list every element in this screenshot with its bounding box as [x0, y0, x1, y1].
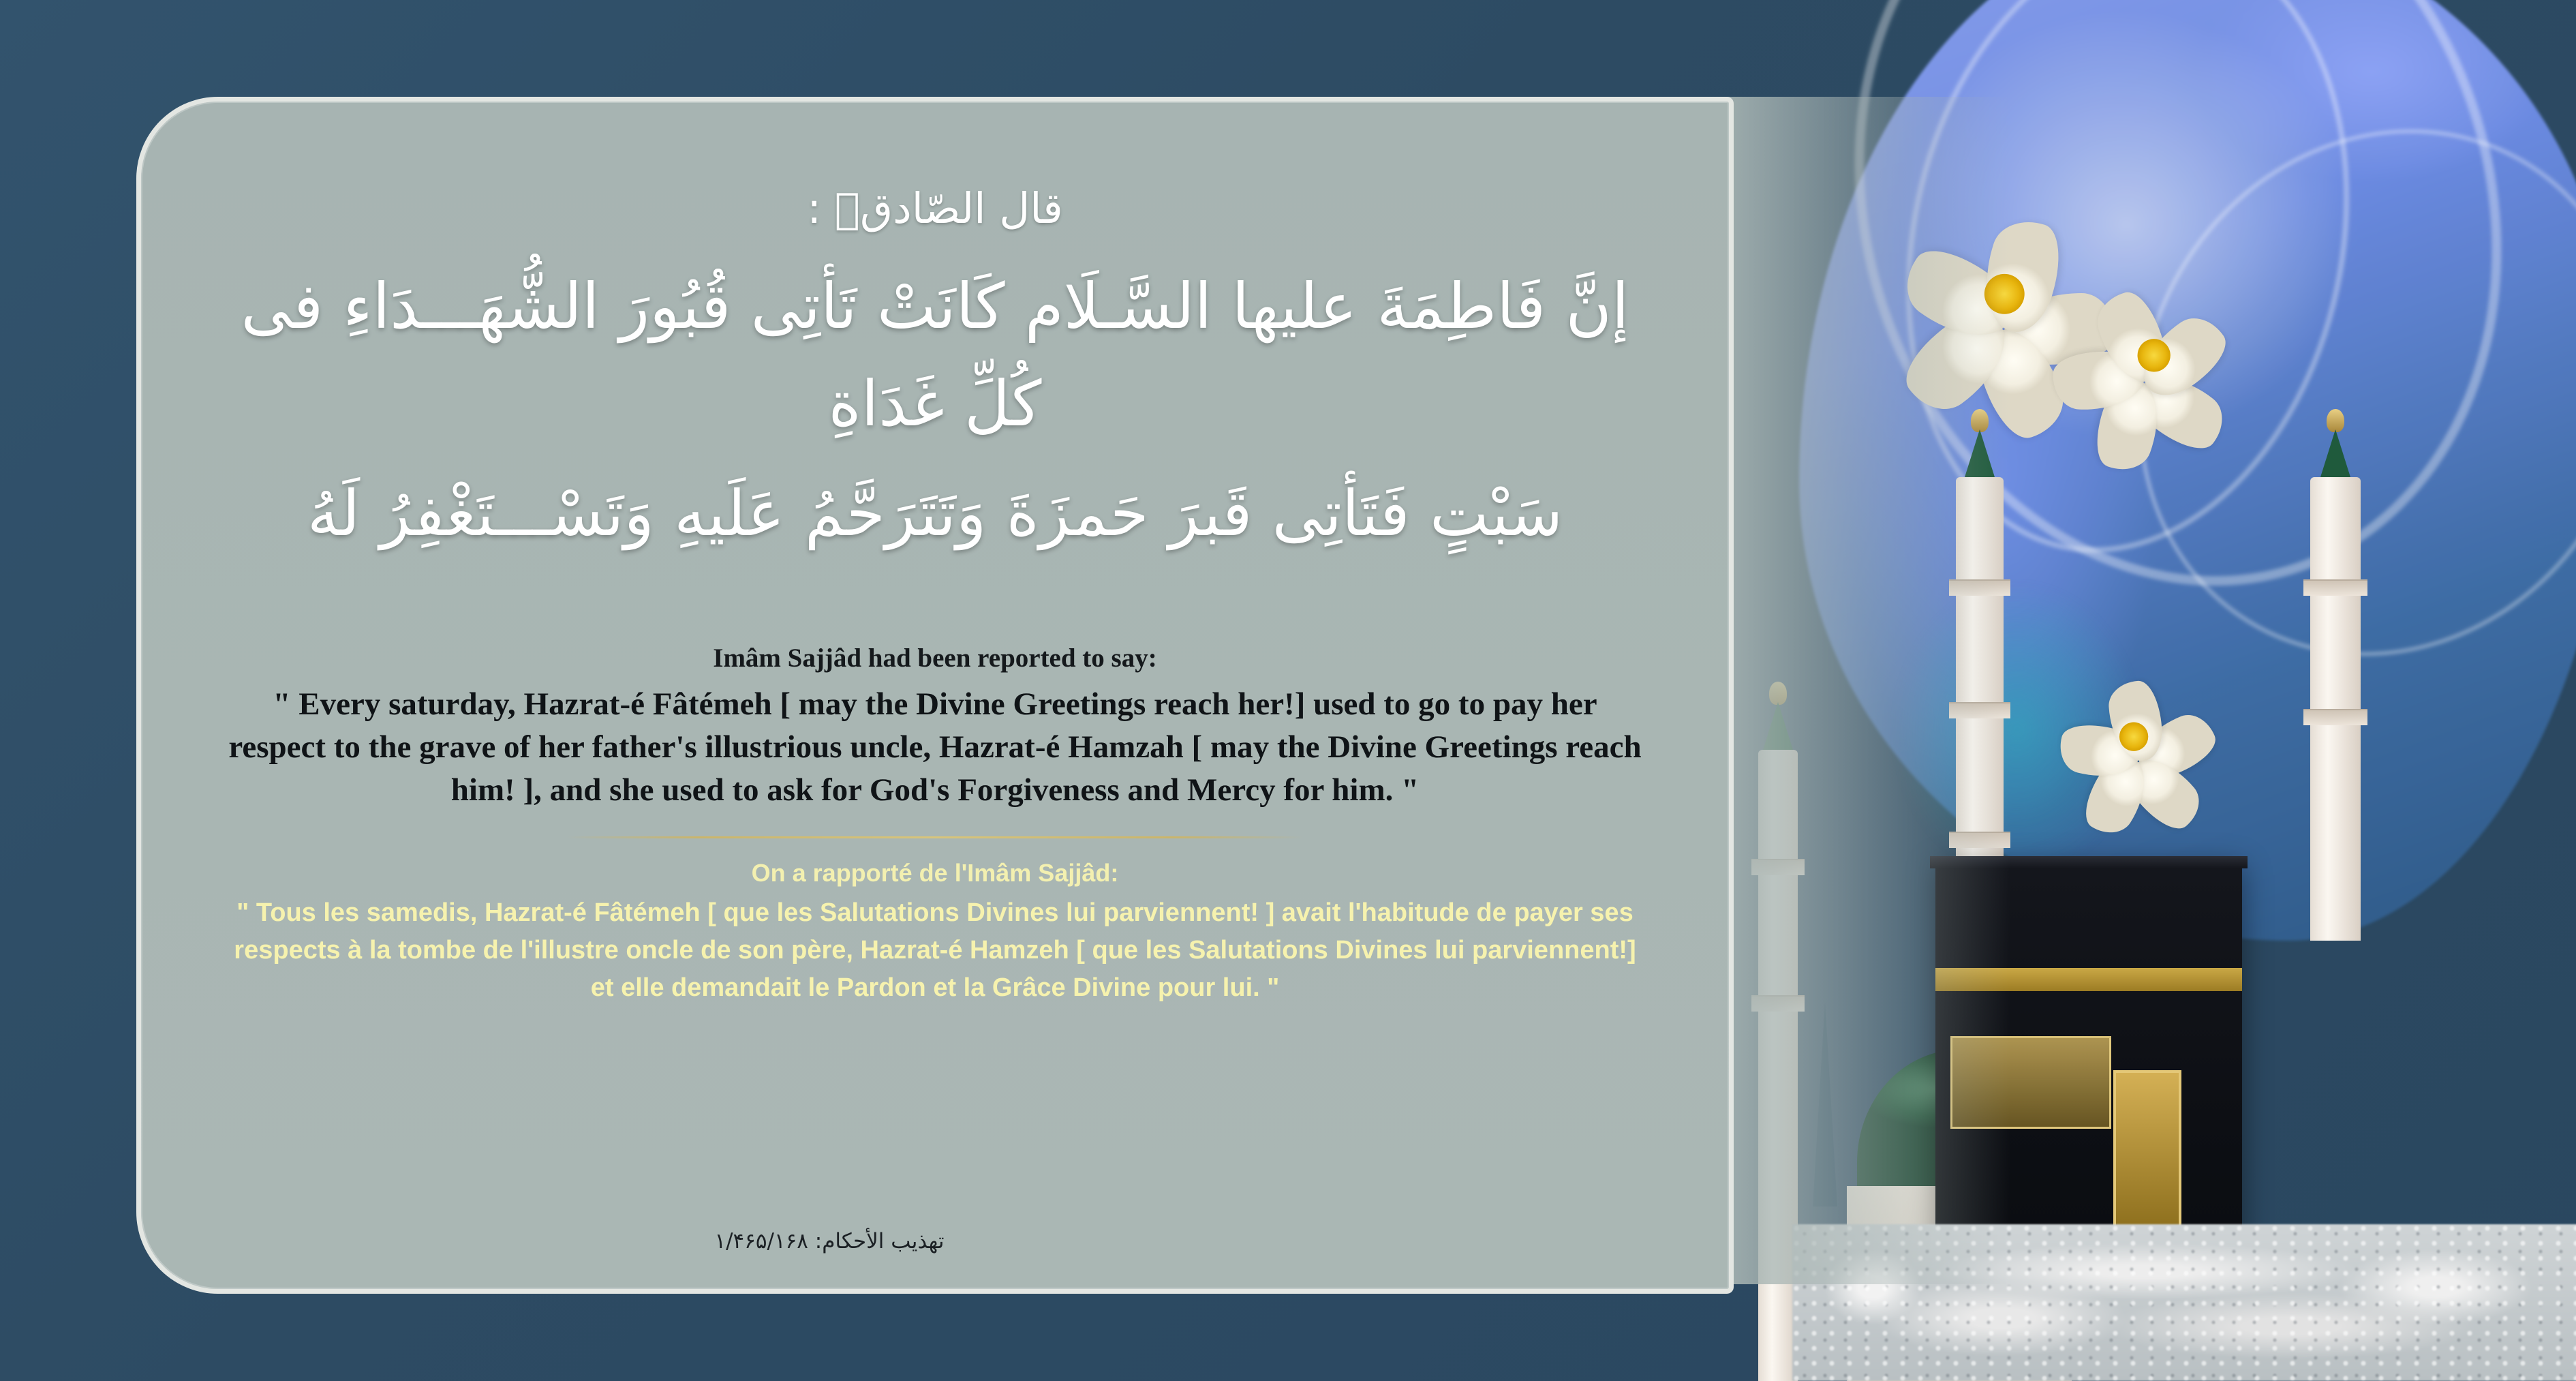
- arabic-attribution: قال الصّادقؑ :: [807, 183, 1063, 233]
- minaret-ring: [2303, 579, 2367, 596]
- kaaba-top-edge: [1930, 856, 2248, 868]
- minaret-ring: [2303, 709, 2367, 725]
- english-translation: " Every saturday, Hazrat-é Fâtémeh [ may the Divine Greetings reach her!] used to go to pay her respect to the grave of her father's illustrious uncle, Hazrat-é Hamzah [ may the Divine Greetings reach him! ], and she used to ask for God's Forgiveness and Mercy for him. ": [228, 686, 1642, 808]
- minaret-ring: [1949, 832, 2010, 848]
- minaret-bulb-icon: [2327, 409, 2344, 432]
- arabic-hadith-line-1: إنَّ فَاطِمَةَ عليها السَّـلَام كَانَتْ تَأتِى قُبُورَ الشُّهَـــدَاءِ فى كُلِّ غَدَاةِ: [241, 270, 1629, 440]
- section-divider: [567, 836, 1303, 838]
- minaret-ring: [1751, 995, 1805, 1012]
- french-translation: " Tous les samedis, Hazrat-é Fâtémeh [ que les Salutations Divines lui parviennent! ] avait l'habitude de payer ses respects à la tombe de l'illustre oncle de son père, Hazrat-é Hamzeh [ que les Salutations Divines lui parviennent!] et elle demandait le Pardon et la Grâce Divine pour lui. ": [234, 898, 1636, 1003]
- card-content: [141, 102, 1729, 1289]
- minaret-bulb-icon: [1971, 409, 1989, 432]
- arabic-hadith-line-2: سَبْتٍ فَتَأتِى قَبرَ حَمزَةَ وَتَتَرَحَّمُ عَلَيهِ وَتَسْـــتَغْفِرُ لَهُ: [307, 476, 1563, 550]
- source-reference: تهذيب الأحكام: ۱/۴۶۵/۱۶۸: [714, 1229, 945, 1254]
- minaret-icon: [2310, 477, 2361, 941]
- minaret-cap-icon: [2320, 429, 2350, 477]
- kaaba-inscription: [1950, 1036, 2111, 1129]
- minaret-ring: [1751, 859, 1805, 875]
- minaret-ring: [1949, 579, 2010, 596]
- kaaba-door-icon: [2113, 1070, 2181, 1232]
- kaaba-kiswah-band: [1935, 968, 2242, 991]
- english-intro: Imâm Sajjâd had been reported to say:: [713, 643, 1157, 673]
- french-intro: On a rapporté de l'Imâm Sajjâd:: [751, 859, 1119, 887]
- minaret-cap-icon: [1763, 702, 1793, 750]
- content-card: [136, 97, 1734, 1294]
- minaret-bulb-icon: [1769, 682, 1787, 705]
- minaret-cap-icon: [1965, 429, 1995, 477]
- pilgrim-crowd: [1792, 1224, 2576, 1381]
- spire-icon: [1813, 1002, 1837, 1207]
- minaret-ring: [1949, 702, 2010, 718]
